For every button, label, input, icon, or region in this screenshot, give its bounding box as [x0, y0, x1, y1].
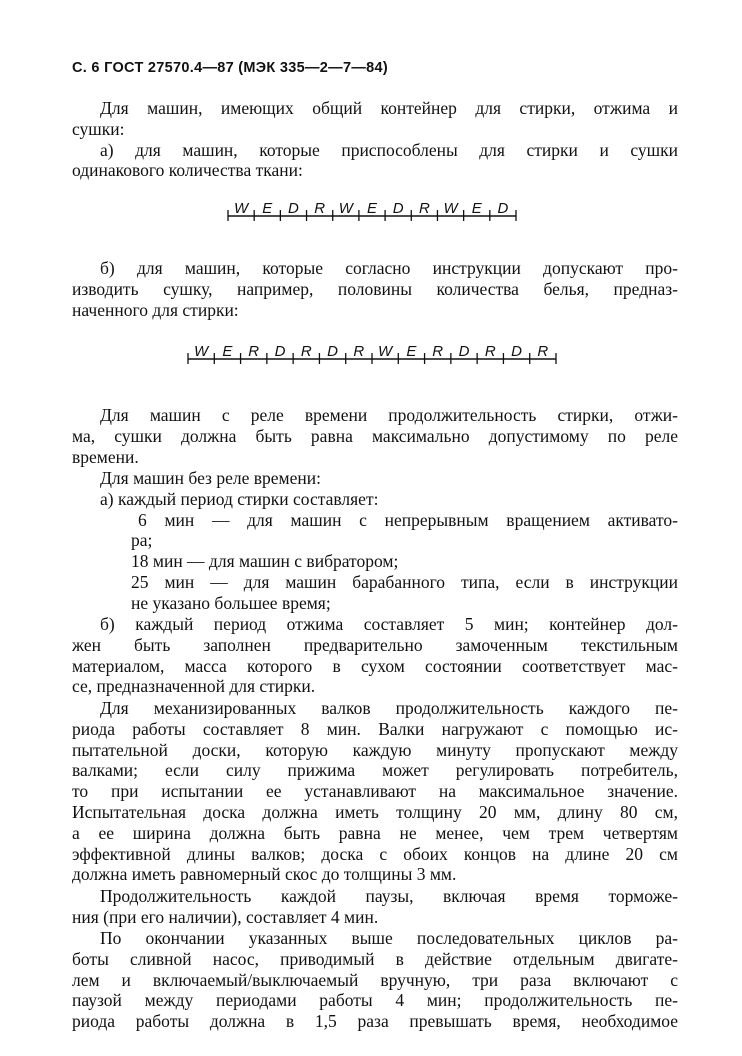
- rollers-line: пытательной доски, которую каждую минуту пропускают между: [72, 739, 678, 760]
- cycle-step-label: D: [511, 343, 522, 360]
- pause-paragraph: [72, 886, 678, 928]
- b-paragraph: [72, 258, 678, 320]
- rollers-line: Испытательная доска должна иметь толщину 20 мм, длину 80 см,: [72, 801, 678, 822]
- intro-line: одинакового количества ткани:: [72, 160, 303, 181]
- cycle-step-label: R: [300, 343, 312, 360]
- timer-line: ма, сушки должна быть равна максимально допустимому по реле: [72, 425, 678, 446]
- pause-line: ния (при его наличии), составляет 4 мин.: [72, 906, 379, 927]
- cycle-step-label: R: [537, 343, 549, 360]
- spin-line: материалом, масса которого в сухом состоянии соответствует мас-: [72, 655, 678, 676]
- cycle-step-label: W: [234, 200, 249, 217]
- cycle-sequence-2-diagram: [186, 341, 558, 365]
- cycle-step-label: E: [366, 200, 378, 217]
- pause-line: Продолжительность каждой паузы, включая время торможе-: [100, 886, 678, 906]
- no-timer-line: не указано большее время;: [131, 592, 331, 613]
- rollers-paragraph: [72, 698, 678, 885]
- cycle-step-label: R: [314, 200, 326, 217]
- cycle-step-label: W: [338, 200, 353, 217]
- intro-paragraph: [72, 98, 678, 181]
- cycle-step-label: W: [378, 343, 393, 360]
- rollers-line: а ее ширина должна быть равна не менее, чем трем четвертям: [72, 822, 678, 843]
- cycle-step-label: D: [288, 200, 299, 217]
- cycle-step-label: E: [471, 200, 482, 217]
- cycle-step-label: R: [353, 343, 365, 360]
- rollers-line: Для механизированных валков продолжительность каждого пе-: [100, 698, 678, 718]
- cycle-sequence-2: [186, 341, 558, 365]
- no-timer-line: Для машин без реле времени:: [100, 468, 321, 488]
- cycle-step-label: E: [222, 343, 233, 360]
- end-line: боты сливной насос, приводимый в действие отдельным двигате-: [72, 948, 678, 969]
- rollers-line: эффективной длины валков; доска с обоих концов на длине 20 см: [72, 843, 678, 864]
- end-paragraph: [72, 928, 678, 1032]
- end-line: риода работы должна в 1,5 раза превышать время, необходимое: [72, 1011, 678, 1032]
- cycle-step-label: D: [274, 343, 286, 360]
- b-line: изводить сушку, например, половины количества белья, предназ-: [72, 278, 678, 299]
- timer-line: Для машин с реле времени продолжительность стирки, отжи-: [100, 405, 678, 425]
- no-timer-line: 6 мин — для машин с непрерывным вращением активато-: [138, 509, 678, 530]
- rollers-line: риода работы составляет 8 мин. Валки нагружают с помощью ис-: [72, 718, 678, 739]
- cycle-step-label: R: [484, 343, 496, 360]
- spin-line: се, предназначенной для стирки.: [72, 676, 316, 697]
- no-timer-line: ра;: [131, 530, 153, 551]
- rollers-line: то при испытании ее устанавливают на максимальное значение.: [72, 781, 678, 802]
- cycle-step-label: D: [392, 200, 404, 217]
- rollers-line: валками; если силу прижима может регулировать потребитель,: [72, 760, 678, 781]
- timer-paragraph: [72, 405, 678, 467]
- end-line: паузой между периодами работы 4 мин; продолжительность пе-: [72, 990, 678, 1011]
- b-line: наченного для стирки:: [72, 299, 239, 320]
- intro-line: Для машин, имеющих общий контейнер для стирки, отжима и: [100, 98, 678, 118]
- rollers-line: должна иметь равномерный скос до толщины 3 мм.: [72, 864, 457, 885]
- cycle-sequence-1: [226, 198, 518, 222]
- end-line: По окончании указанных выше последовательных циклов ра-: [100, 928, 678, 948]
- spin-line: жен быть заполнен предварительно замоченным текстильным: [72, 634, 678, 655]
- no-timer-section: [72, 468, 678, 614]
- intro-line: сушки:: [72, 118, 125, 139]
- spin-line: б) каждый период отжима составляет 5 мин; контейнер дол-: [100, 614, 678, 634]
- timer-line: времени.: [72, 446, 139, 467]
- end-line: лем и включаемый/выключаемый вручную, три раза включают с: [72, 969, 678, 990]
- cycle-step-label: W: [443, 200, 458, 217]
- cycle-step-label: W: [194, 343, 209, 360]
- cycle-step-label: R: [432, 343, 444, 360]
- no-timer-line: 25 мин — для машин барабанного типа, если в инструкции: [131, 571, 678, 592]
- spin-paragraph: [72, 614, 678, 697]
- cycle-step-label: E: [406, 343, 417, 360]
- no-timer-line: 18 мин — для машин с вибратором;: [131, 551, 399, 572]
- intro-line: а) для машин, которые приспособлены для стирки и сушки: [100, 139, 678, 160]
- no-timer-line: а) каждый период стирки составляет:: [100, 488, 379, 509]
- cycle-sequence-1-diagram: [226, 198, 518, 222]
- page-header: С. 6 ГОСТ 27570.4—87 (МЭК 335—2—7—84): [72, 60, 388, 76]
- cycle-step-label: R: [248, 343, 260, 360]
- cycle-step-label: D: [327, 343, 338, 360]
- b-line: б) для машин, которые согласно инструкции допускают про-: [100, 258, 678, 278]
- cycle-step-label: R: [418, 200, 430, 217]
- cycle-step-label: D: [497, 200, 509, 217]
- cycle-step-label: D: [458, 343, 470, 360]
- cycle-step-label: E: [262, 200, 273, 217]
